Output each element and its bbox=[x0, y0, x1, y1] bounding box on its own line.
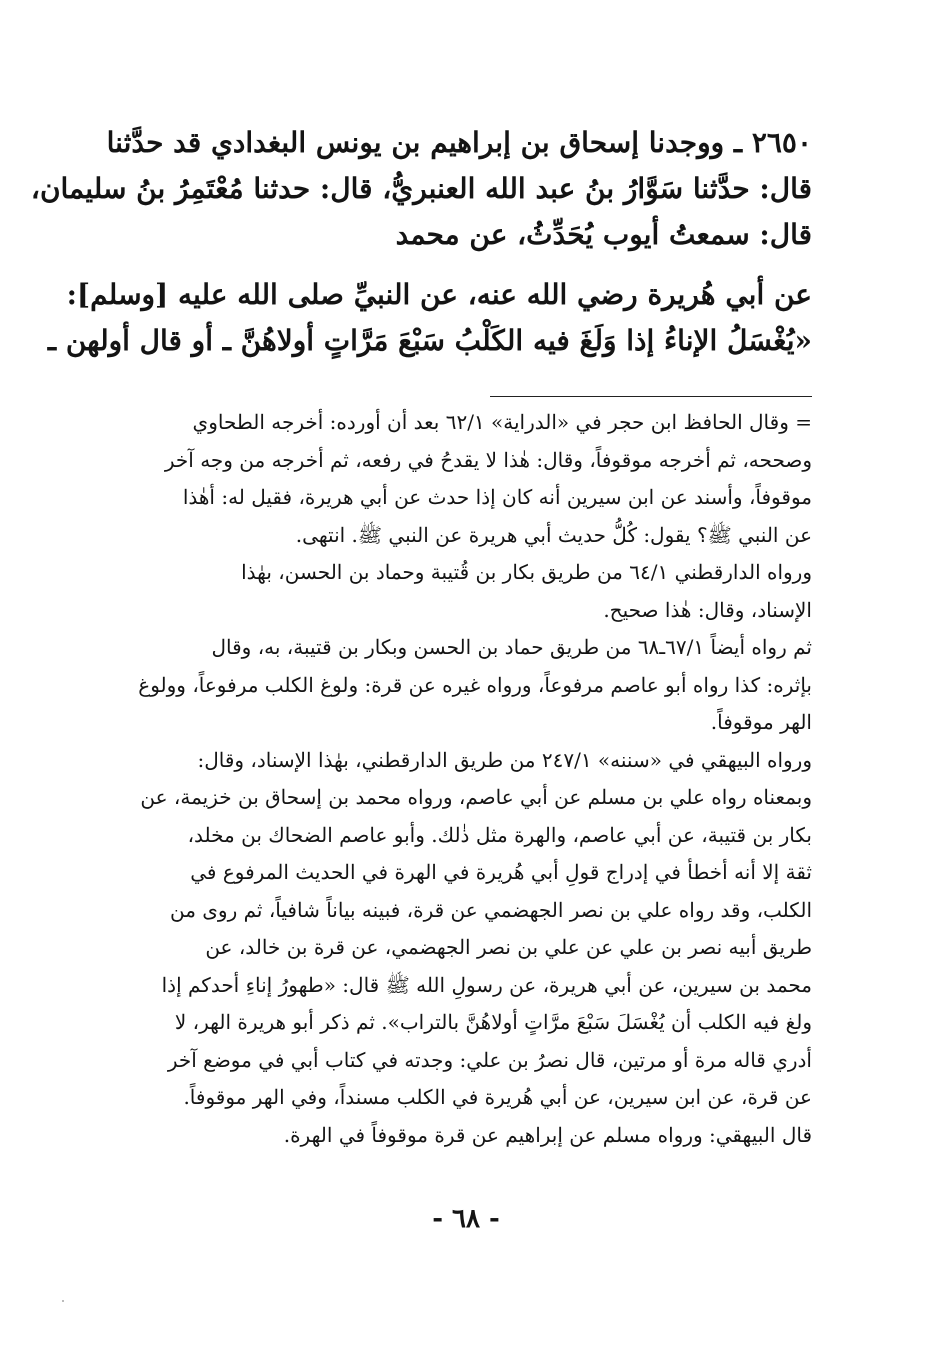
paragraph-gap bbox=[112, 258, 812, 272]
footnote-line: الكلب، وقد رواه علي بن نصر الجهضمي عن قرة، فبينه بياناً شافياً، ثم روى من bbox=[169, 897, 812, 922]
page-number: - ٦٨ - bbox=[432, 1204, 500, 1234]
footnote-line: ورواه الدارقطني ٦٤/١ من طريق بكار بن قُتيبة وحماد بن الحسن، بهٰذا bbox=[241, 560, 812, 584]
footnote-line: بكار بن قتيبة، عن أبي عاصم، والهرة مثل ذٰلك. وأبو عاصم الضحاك بن مخلد، bbox=[187, 822, 812, 847]
footnote-line: طريق أبيه نصر بن علي عن علي بن نصر الجهضمي، عن قرة بن خالد، عن bbox=[205, 935, 812, 959]
footnote-line: محمد بن سيرين، عن أبي هريرة، عن رسولِ الله ﷺ قال: «طهورُ إناءِ أحدكم إذا bbox=[161, 972, 812, 997]
footnote-line: أدري قاله مرة أو مرتين، قال نصرُ بن علي: وجدته في كتاب أبي في موضع آخر bbox=[167, 1047, 812, 1072]
footnote-line: قال البيهقي: ورواه مسلم عن إبراهيم عن قرة موقوفاً في الهرة. bbox=[283, 1122, 812, 1147]
hadith-line: قال: حدَّثنا سَوَّارُ بنُ عبد الله العنبريُّ، قال: حدثنا مُعْتَمِرُ بنُ سليمان، bbox=[30, 172, 812, 205]
footnote-line: ثقة إلا أنه أخطأ في إدراج قولِ أبي هُريرة في الهرة في الحديث المرفوع في bbox=[190, 860, 812, 884]
footnote-line: وصححه، ثم أخرجه موقوفاً، وقال: هٰذا لا يقدحُ في رفعه، ثم أخرجه من وجه آخر bbox=[164, 447, 812, 472]
hadith-line: «يُغْسَلُ الإناءُ إذا وَلَغَ فيه الكَلْبُ سَبْعَ مَرَّاتٍ أولاهُنَّ ـ أو قال أولهن ـ bbox=[47, 324, 812, 357]
footnote-line: الهر موقوفاً. bbox=[710, 710, 812, 734]
footnote-line: = وقال الحافظ ابن حجر في «الدراية» ٦٢/١ بعد أن أورده: أخرجه الطحاوي bbox=[192, 410, 812, 434]
footnotes bbox=[112, 404, 812, 1154]
footnote-divider bbox=[490, 396, 812, 397]
footnote-line: موقوفاً، وأسند عن ابن سيرين أنه كان إذا حدث عن أبي هريرة، فقيل له: أهٰذا bbox=[182, 485, 812, 509]
hadith-text bbox=[30, 120, 812, 364]
hadith-line: قال: سمعتُ أيوب يُحَدِّثُ، عن محمد bbox=[395, 218, 812, 251]
hadith-line: ٢٦٥٠ ـ ووجدنا إسحاق بن إبراهيم بن يونس البغدادي قد حدَّثنا bbox=[106, 126, 812, 159]
footnote-line: ولغ فيه الكلب أن يُغْسَلَ سَبْعَ مرَّاتٍ أولاهُنَّ بالتراب». ثم ذكر أبو هريرة الهر، لا bbox=[174, 1010, 812, 1034]
footnote-line: عن قرة، عن ابن سيرين، عن أبي هُريرة في الكلب مسنداً، وفي الهر موقوفاً. bbox=[183, 1085, 812, 1109]
scan-speck bbox=[62, 1300, 64, 1302]
footnote-line: عن النبي ﷺ؟ يقول: كُلُّ حديث أبي هريرة عن النبي ﷺ. انتهى. bbox=[295, 522, 812, 547]
footnote-line: بإثره: كذا رواه أبو عاصم مرفوعاً، ورواه غيره عن قرة: ولوغ الكلب مرفوعاً، وولوغ bbox=[138, 672, 812, 697]
footnote-line: ورواه البيهقي في «سننه» ٢٤٧/١ من طريق الدارقطني، بهٰذا الإسناد، وقال: bbox=[197, 747, 812, 772]
footnote-line: ثم رواه أيضاً ٦٧/١ـ٦٨ من طريق حماد بن الحسن وبكار بن قتيبة، به، وقال bbox=[211, 635, 812, 659]
footnote-line: وبمعناه رواه علي بن مسلم عن أبي عاصم، ورواه محمد بن إسحاق بن خزيمة، عن bbox=[140, 785, 812, 809]
hadith-line: عن أبي هُريرة رضي الله عنه، عن النبيِّ صلى الله عليه [وسلم]: bbox=[66, 278, 812, 311]
footnote-line: الإسناد، وقال: هٰذا صحيح. bbox=[603, 597, 812, 622]
